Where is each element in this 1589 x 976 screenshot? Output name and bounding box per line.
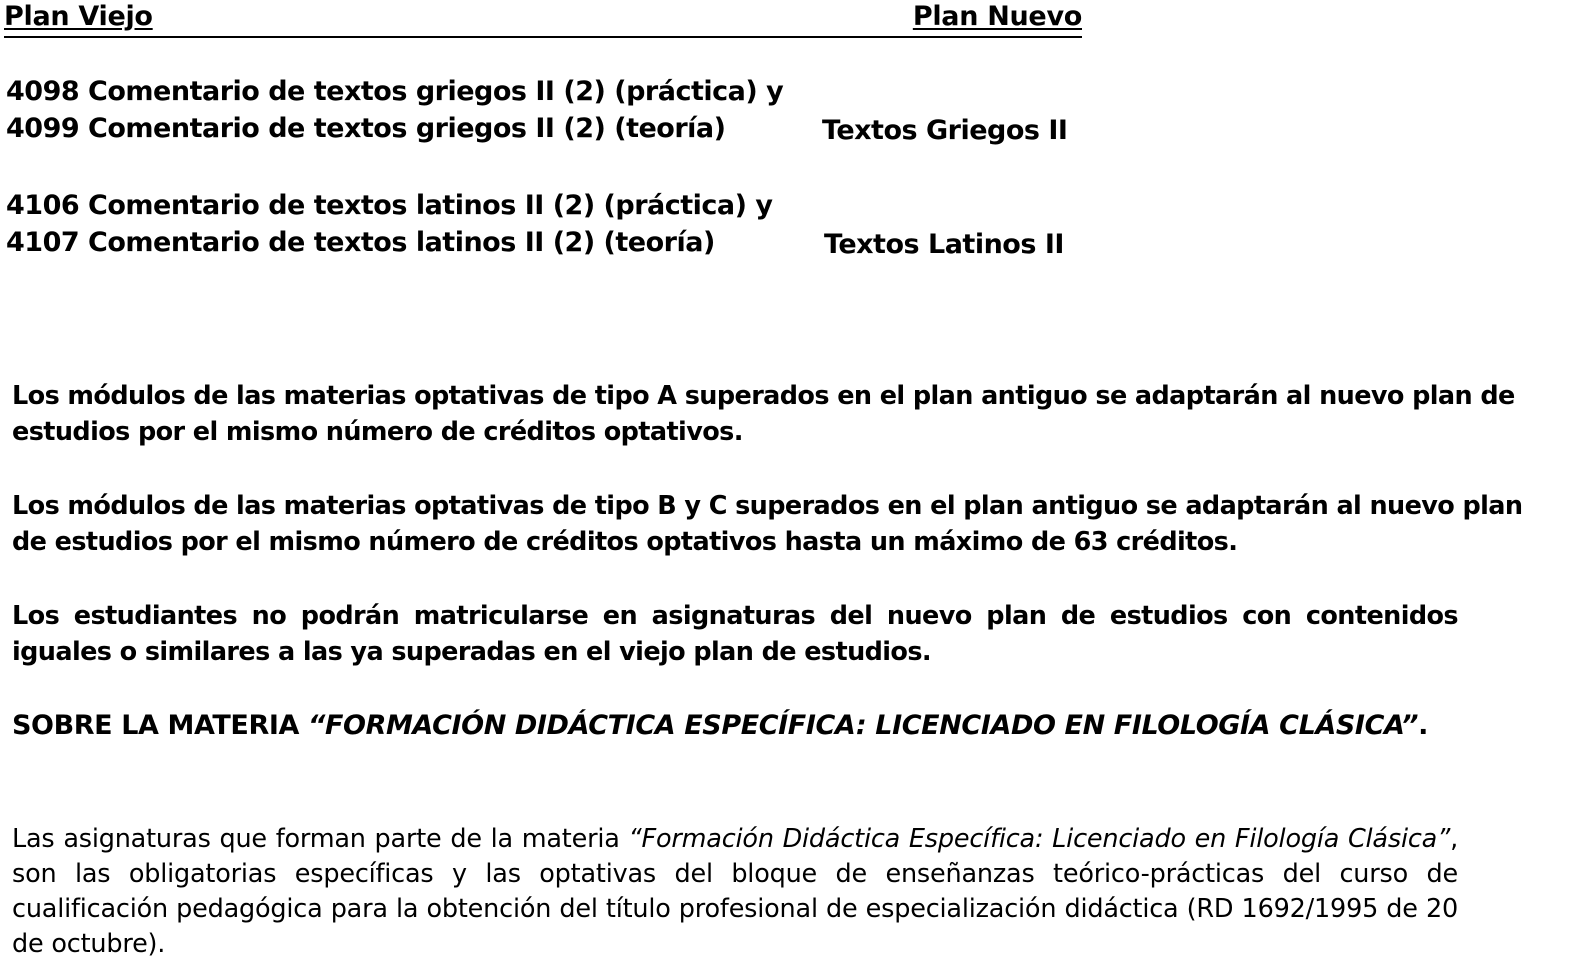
paragraph-optativas-bc: Los módulos de las materias optativas de tipo B y C superados en el plan antiguo se adaptarán al nuevo plan de estudios por el mismo número de créditos optativos hasta un máximo de 63 créditos. <box>12 491 1523 557</box>
old-course-line: 4106 Comentario de textos latinos II (2) (práctica) y <box>6 190 773 221</box>
sobre-materia-heading <box>12 708 1458 744</box>
final-part1: Las asignaturas que forman parte de la materia <box>12 824 629 854</box>
old-course-line: 4098 Comentario de textos griegos II (2) (práctica) y <box>6 76 784 107</box>
final-part2: , son las obligatorias específicas y las optativas del bloque de enseñanzas teórico-prácticas del curso de cualificación pedagógica para la obtención del título profesional de especialización didáctica (RD 1692/1995 de 20 de octubre). <box>12 824 1458 959</box>
paragraph-asignaturas <box>12 822 1458 962</box>
plan-viejo-heading: Plan Viejo <box>4 1 153 32</box>
final-italic: “Formación Didáctica Específica: Licenciado en Filología Clásica” <box>628 824 1451 854</box>
new-course-name: Textos Latinos II <box>824 229 1064 260</box>
plan-header-row <box>4 0 1082 38</box>
old-course-line: 4099 Comentario de textos griegos II (2) (teoría) <box>6 113 726 144</box>
sobre-prefix: SOBRE LA MATERIA <box>12 710 308 741</box>
paragraph-matricula: Los estudiantes no podrán matricularse en asignaturas del nuevo plan de estudios con contenidos iguales o similares a las ya superadas en el viejo plan de estudios. <box>12 601 1458 667</box>
old-course-line: 4107 Comentario de textos latinos II (2) (teoría) <box>6 227 715 258</box>
plan-nuevo-heading: Plan Nuevo <box>912 1 1082 32</box>
paragraph-optativas-a: Los módulos de las materias optativas de tipo A superados en el plan antiguo se adaptarán al nuevo plan de estudios por el mismo número de créditos optativos. <box>12 381 1515 447</box>
sobre-suffix: . <box>1418 710 1428 741</box>
new-course-name: Textos Griegos II <box>822 115 1068 146</box>
sobre-title: “FORMACIÓN DIDÁCTICA ESPECÍFICA: LICENCIADO EN FILOLOGÍA CLÁSICA” <box>307 710 1419 741</box>
